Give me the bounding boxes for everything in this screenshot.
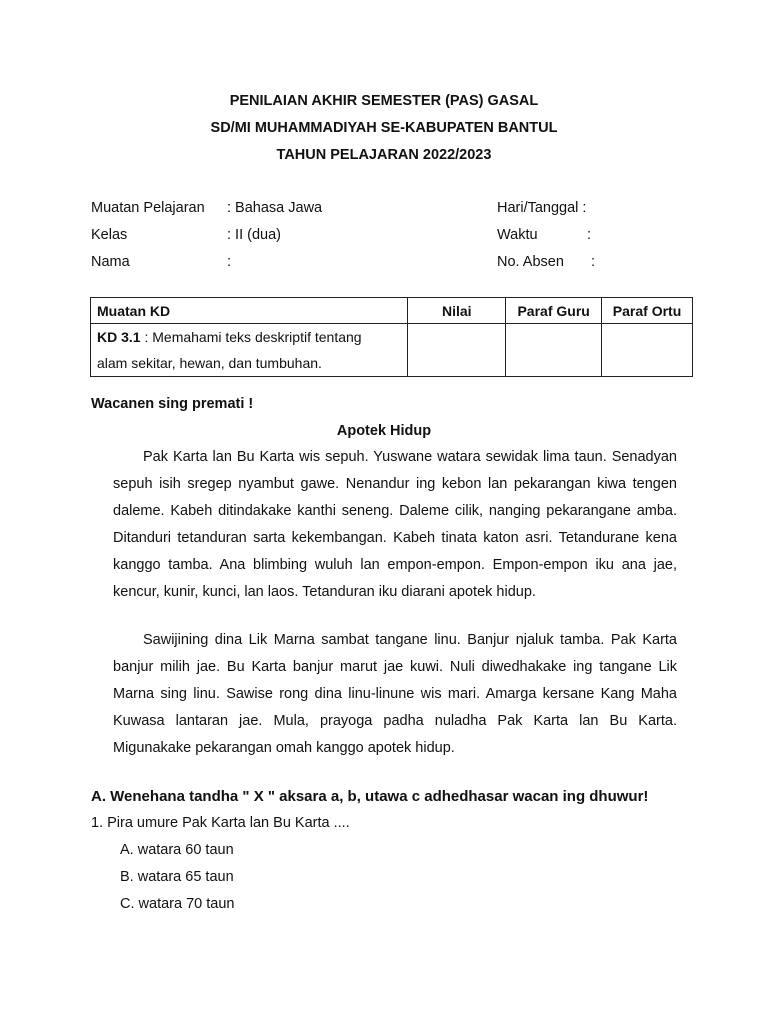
paraf-ortu-cell[interactable] — [602, 324, 693, 377]
header-nilai: Nilai — [408, 298, 506, 324]
nilai-cell[interactable] — [408, 324, 506, 377]
paraf-guru-cell[interactable] — [506, 324, 602, 377]
exam-title-line3: TAHUN PELAJARAN 2022/2023 — [276, 147, 492, 163]
kd-description-cell — [91, 324, 408, 377]
reading-paragraph-1: Pak Karta lan Bu Karta wis sepuh. Yuswane watara sewidak lima taun. Senadyan sepuh isih sregep nyambut gawe. Nenandur ing kebon lan pekarangan kiwa tengen daleme. Kabeh ditindakake kanthi seneng. Daleme cilik, nanging pekarangane amba. Ditanduri tetanduran sarta kekembangan. Kabeh tinata katon asri. Tetandurane kena kanggo tamba. Ana blimbing wuluh lan empon-empon. Empon-empon iku ana jae, kencur, kunir, kunci, lan laos. Tetanduran iku diarani apotek hidup. — [113, 449, 677, 600]
header-paraf-guru: Paraf Guru — [506, 298, 602, 324]
question-1-option-a[interactable]: A. watara 60 taun — [120, 842, 234, 858]
kd-text-line1: : Memahami teks deskriptif tentang — [140, 329, 362, 345]
question-1-option-b[interactable]: B. watara 65 taun — [120, 869, 234, 885]
nama-value: : — [227, 254, 232, 270]
exam-title-line2: SD/MI MUHAMMADIYAH SE-KABUPATEN BANTUL — [210, 120, 558, 136]
nama-label: Nama — [91, 254, 130, 270]
section-a-heading: A. Wenehana tandha " X " aksara a, b, utawa c adhedhasar wacan ing dhuwur! — [91, 788, 649, 805]
no-absen-label: No. Absen — [497, 254, 564, 270]
kd-code: KD 3.1 — [97, 329, 141, 345]
kelas-label: Kelas — [91, 227, 128, 243]
waktu-colon: : — [587, 227, 592, 243]
table-header-row — [91, 298, 693, 324]
reading-paragraph-2: Sawijining dina Lik Marna sambat tangane linu. Banjur njaluk tamba. Pak Karta banjur milih jae. Bu Karta banjur marut jae kuwi. Nuli diwedhakake ing tangane Lik Marna sing linu. Sawise rong dina linu-linune wis mari. Amarga kersane Kang Maha Kuwasa lantaran jae. Mula, prayoga padha nuladha Pak Karta lan Bu Karta. Migunakake pekarangan omah kanggo apotek hidup. — [113, 632, 677, 756]
kd-assessment-table — [90, 297, 693, 377]
table-row — [91, 324, 693, 377]
reading-title: Apotek Hidup — [336, 423, 432, 439]
waktu-label: Waktu — [497, 227, 538, 243]
reading-instruction: Wacanen sing premati ! — [91, 396, 254, 412]
muatan-value: : Bahasa Jawa — [227, 200, 323, 216]
exam-title-line1: PENILAIAN AKHIR SEMESTER (PAS) GASAL — [229, 93, 539, 109]
muatan-label: Muatan Pelajaran — [91, 200, 205, 216]
hari-tanggal-label: Hari/Tanggal : — [497, 200, 587, 216]
question-1-option-c[interactable]: C. watara 70 taun — [120, 896, 235, 912]
header-muatan-kd: Muatan KD — [91, 298, 408, 324]
header-paraf-ortu: Paraf Ortu — [602, 298, 693, 324]
kelas-value: : II (dua) — [227, 227, 281, 243]
no-absen-colon: : — [591, 254, 596, 270]
question-1: 1. Pira umure Pak Karta lan Bu Karta .... — [91, 815, 350, 831]
kd-text-line2: alam sekitar, hewan, dan tumbuhan. — [97, 355, 322, 371]
